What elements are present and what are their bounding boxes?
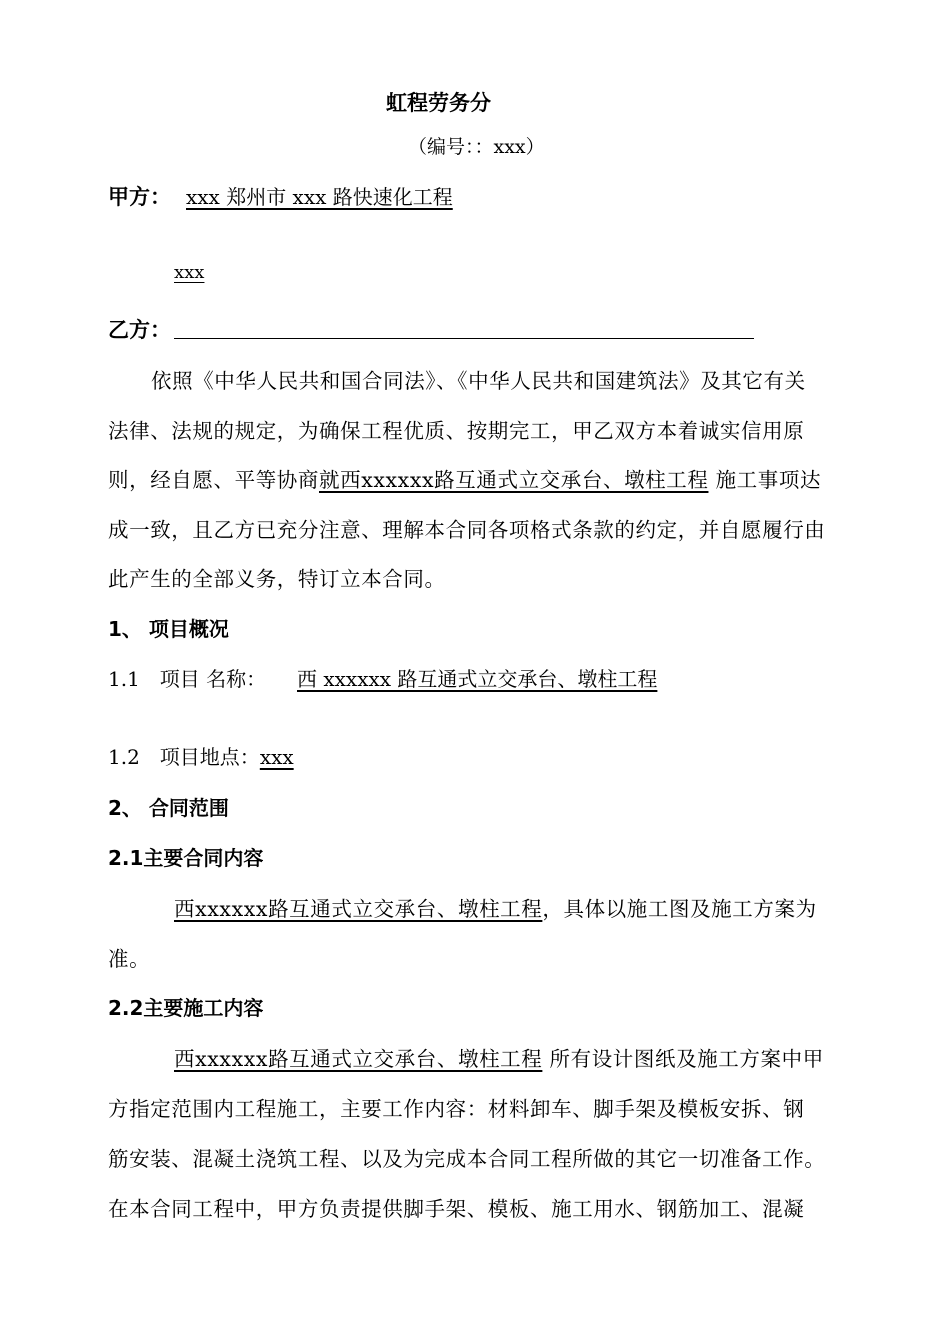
contract-number: （编号：：xxx）	[408, 136, 545, 158]
intro-line-3	[108, 463, 821, 493]
item-1-2-label: 1.2 项目地点：	[108, 745, 260, 769]
contract-title: 虹程劳务分	[386, 91, 491, 115]
party-b-fill-line	[174, 338, 754, 339]
subsection-2-2-line-1	[174, 1042, 824, 1072]
party-a-label: 甲方：	[108, 185, 171, 209]
section-2-heading: 2、 合同范围	[108, 796, 229, 820]
subsection-2-1-heading: 2.1主要合同内容	[108, 846, 264, 870]
party-b-label: 乙方：	[108, 318, 171, 342]
item-1-1-value: 西 xxxxxx 路互通式立交承台、墩柱工程	[297, 667, 658, 691]
intro-line-3-pre: 则，经自愿、平等协商	[108, 468, 319, 492]
subsection-2-1-line-2: 准。	[108, 947, 151, 971]
project-name-ref: 西xxxxxx路互通式立交承台、墩柱工程	[174, 897, 543, 921]
subsection-2-2-line-2: 方指定范围内工程施工，主要工作内容：材料卸车、脚手架及模板安拆、钢	[108, 1097, 805, 1121]
project-name-ref: 西xxxxxx路互通式立交承台、墩柱工程	[174, 1047, 543, 1071]
subsection-2-2-text: 所有设计图纸及施工方案中甲	[542, 1047, 824, 1071]
item-1-2	[108, 741, 294, 770]
intro-line-2: 法律、法规的规定，为确保工程优质、按期完工，甲乙双方本着诚实信用原	[108, 419, 805, 443]
project-name-ref: 就西xxxxxx路互通式立交承台、墩柱工程	[319, 468, 709, 492]
party-a-name-cont: xxx	[174, 262, 205, 283]
intro-line-1: 依照《中华人民共和国合同法》、《中华人民共和国建筑法》及其它有关	[151, 369, 806, 393]
subsection-2-1-line-1	[174, 892, 817, 922]
item-1-2-value: xxx	[259, 745, 294, 769]
subsection-2-1-text: ，具体以施工图及施工方案为	[542, 897, 817, 921]
section-1-heading: 1、 项目概况	[108, 617, 229, 641]
subsection-2-2-heading: 2.2主要施工内容	[108, 996, 264, 1020]
subsection-2-2-line-3: 筋安装、混凝土浇筑工程、以及为完成本合同工程所做的其它一切准备工作。	[108, 1147, 826, 1171]
item-1-1-label: 1.1 项目 名称：	[108, 667, 267, 691]
intro-line-4: 成一致，且乙方已充分注意、理解本合同各项格式条款的约定，并自愿履行由	[108, 518, 826, 542]
item-1-1	[108, 663, 266, 692]
intro-line-3-post: 施工事项达	[708, 468, 822, 492]
party-a-name: xxx 郑州市 xxx 路快速化工程	[186, 185, 453, 209]
subsection-2-2-line-4: 在本合同工程中，甲方负责提供脚手架、模板、施工用水、钢筋加工、混凝	[108, 1197, 805, 1221]
intro-line-5: 此产生的全部义务，特订立本合同。	[108, 567, 446, 591]
